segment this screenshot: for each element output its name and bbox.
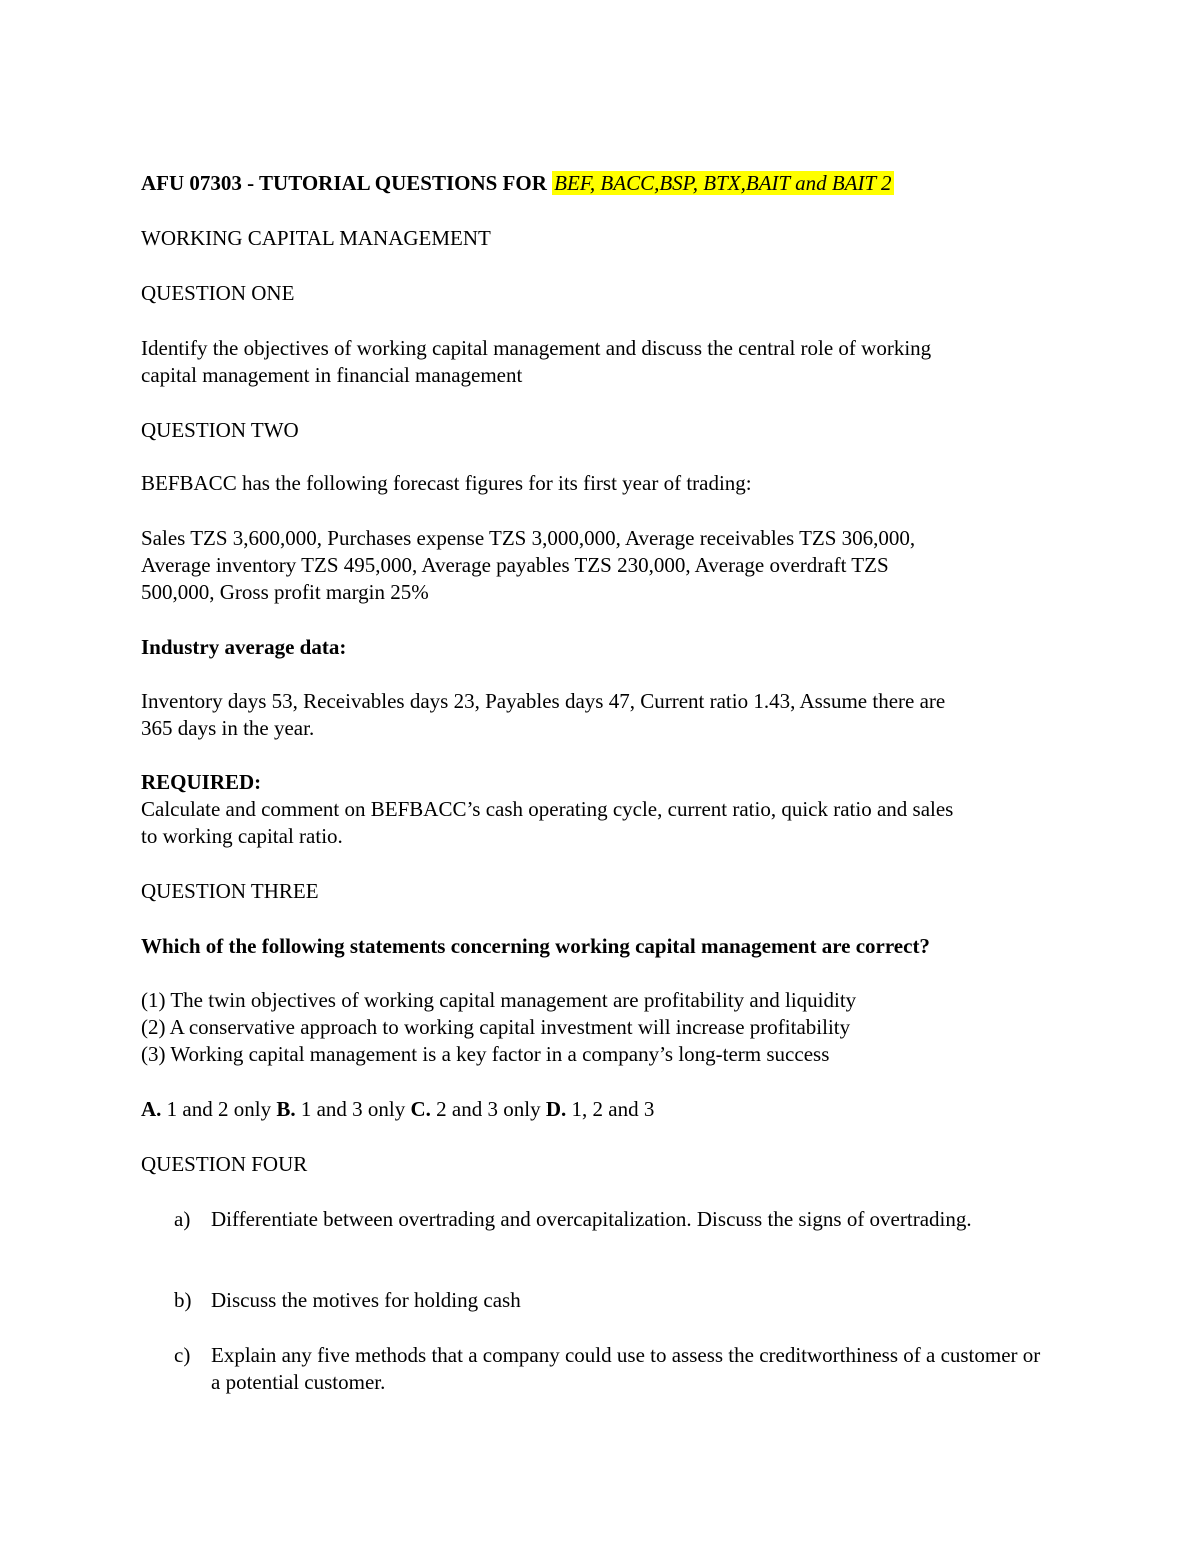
required-line: to working capital ratio. <box>141 824 343 848</box>
q4-heading: QUESTION FOUR <box>141 1152 308 1176</box>
option-a-text: 1 and 2 only <box>161 1097 277 1121</box>
document-title <box>141 170 894 197</box>
list-text: Discuss the motives for holding cash <box>211 1288 521 1312</box>
q2-intro: BEFBACC has the following forecast figures for its first year of trading: <box>141 471 752 495</box>
q2-data-line: Average inventory TZS 495,000, Average payables TZS 230,000, Average overdraft TZS <box>141 553 889 577</box>
q1-text-line: capital management in financial management <box>141 363 523 387</box>
option-b-label: B. <box>276 1097 296 1121</box>
required-label: REQUIRED: <box>141 770 262 794</box>
q3-prompt: Which of the following statements concerning working capital management are correct? <box>141 934 930 958</box>
list-marker: a) <box>174 1207 191 1231</box>
q3-statement: (1) The twin objectives of working capital management are profitability and liquidity <box>141 988 857 1012</box>
q3-options <box>141 1096 654 1123</box>
industry-line: Inventory days 53, Receivables days 23, Payables days 47, Current ratio 1.43, Assume there are <box>141 689 946 713</box>
option-d-label: D. <box>545 1097 567 1121</box>
q1-text-line: Identify the objectives of working capital management and discuss the central role of working <box>141 336 932 360</box>
industry-line: 365 days in the year. <box>141 716 315 740</box>
q3-heading: QUESTION THREE <box>141 879 319 903</box>
required-line: Calculate and comment on BEFBACC’s cash operating cycle, current ratio, quick ratio and sales <box>141 797 954 821</box>
list-marker: b) <box>174 1288 192 1312</box>
q2-data-line: 500,000, Gross profit margin 25% <box>141 580 429 604</box>
q3-statement: (3) Working capital management is a key factor in a company’s long-term success <box>141 1042 830 1066</box>
option-c-label: C. <box>410 1097 431 1121</box>
list-text: Explain any five methods that a company could use to assess the creditworthiness of a customer or a potential customer. <box>211 1343 1041 1394</box>
option-b-text: 1 and 3 only <box>295 1097 411 1121</box>
q1-heading: QUESTION ONE <box>141 281 295 305</box>
option-c-text: 2 and 3 only <box>430 1097 546 1121</box>
programmes-highlight: BEF, BACC,BSP, BTX,BAIT and BAIT 2 <box>554 171 892 195</box>
list-marker: c) <box>174 1343 191 1367</box>
list-text: Differentiate between overtrading and overcapitalization. Discuss the signs of overtrading. <box>211 1207 972 1231</box>
option-d-text: 1, 2 and 3 <box>566 1097 655 1121</box>
course-code: AFU 07303 - TUTORIAL QUESTIONS FOR <box>141 171 553 195</box>
industry-heading: Industry average data: <box>141 635 347 659</box>
q2-heading: QUESTION TWO <box>141 418 299 442</box>
topic-heading: WORKING CAPITAL MANAGEMENT <box>141 226 491 250</box>
option-a-label: A. <box>141 1097 162 1121</box>
q2-data-line: Sales TZS 3,600,000, Purchases expense TZS 3,000,000, Average receivables TZS 306,000, <box>141 526 916 550</box>
q3-statement: (2) A conservative approach to working capital investment will increase profitability <box>141 1015 851 1039</box>
